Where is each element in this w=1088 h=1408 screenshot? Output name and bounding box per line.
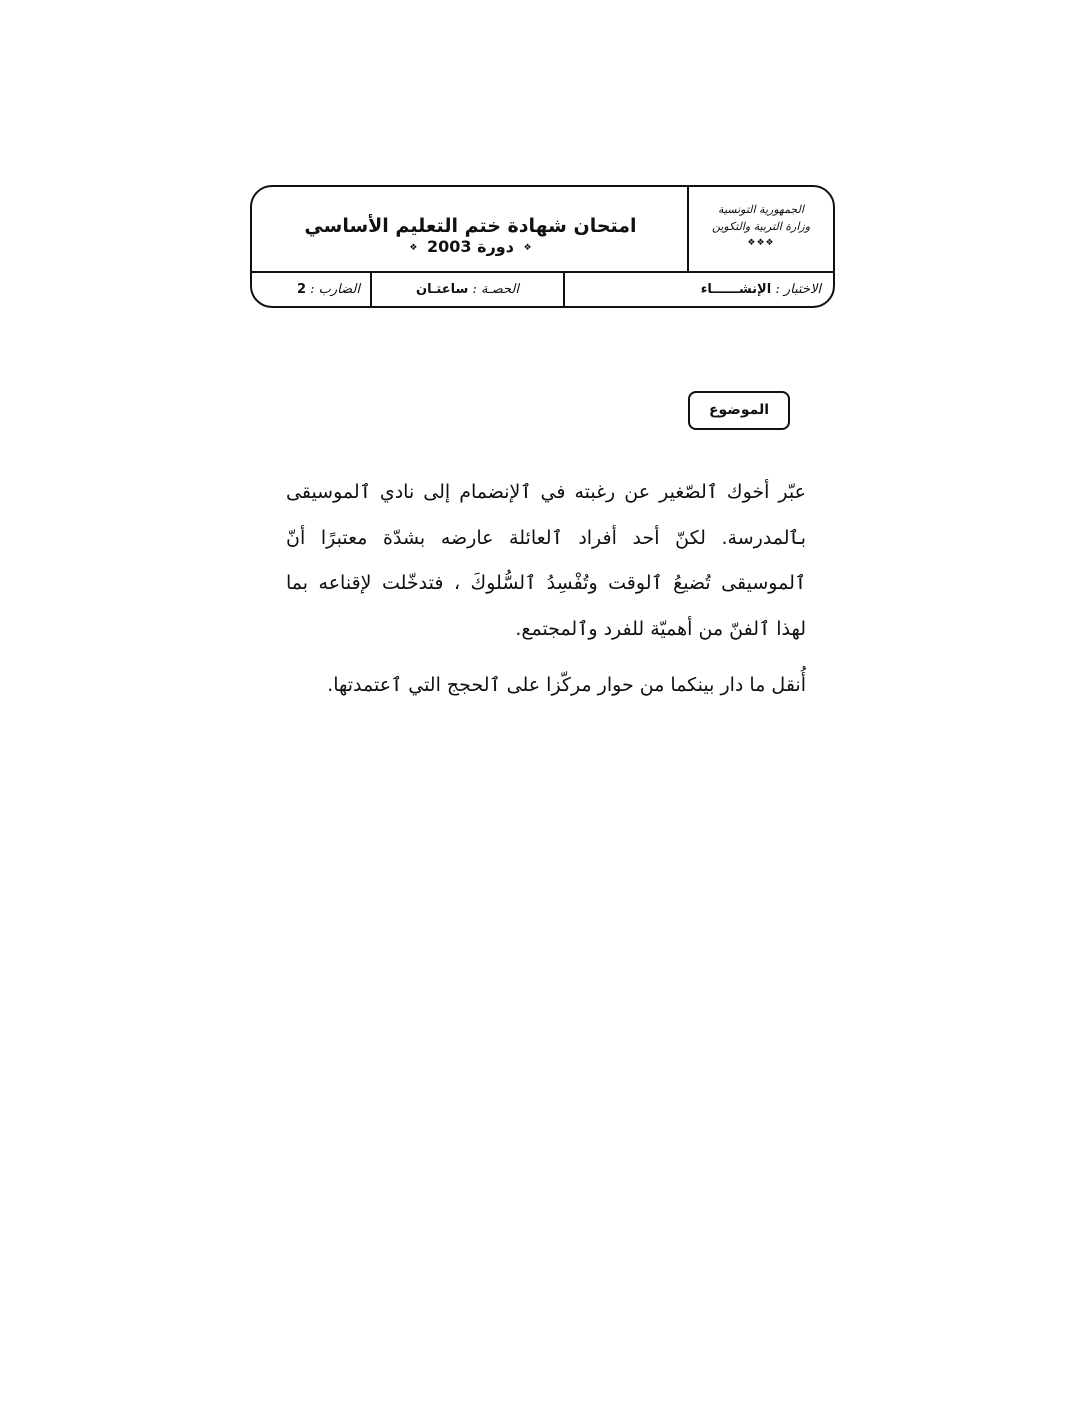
- duration-cell: [370, 273, 563, 308]
- subject-label: الاختبار :: [775, 282, 821, 297]
- ornament-icon: ❖❖❖: [747, 238, 775, 248]
- header-top-row: [252, 187, 833, 273]
- duration-label: الحصـة :: [472, 282, 519, 297]
- diamond-icon: ❖: [409, 242, 418, 253]
- coefficient-label: الضارب :: [310, 282, 360, 297]
- header-info-row: [252, 273, 833, 308]
- exam-title: امتحان شهادة ختم التعليم الأساسي: [304, 215, 637, 237]
- exam-title-block: [252, 187, 689, 271]
- coefficient-value: 2: [296, 282, 307, 297]
- coefficient-cell: [252, 273, 370, 308]
- ministry-name: وزارة التربية والتكوين: [711, 220, 811, 233]
- diamond-icon: ❖: [523, 242, 532, 253]
- ministry-block: [687, 187, 833, 271]
- topic-instruction: أُنقل ما دار بينكما من حوار مركّزا على ٱلحجج التي ٱعتمدتها.: [327, 674, 806, 696]
- topic-title-badge: الموضوع: [688, 391, 790, 430]
- republic-name: الجمهورية التونسية: [718, 203, 804, 216]
- topic-paragraph: عبّر أخوك ٱلصّغير عن رغبته في ٱلإنضمام إلى نادي ٱلموسيقى بٱلمدرسة. لكنّ أحد أفراد ٱلعائلة عارضه بشدّة معتبرًا أنّ ٱلموسيقى تُضيعُ ٱلوقت وتُفْسِدُ ٱلسُّلوكَ ، فتدخّلت لإقناعه بما لهذا ٱلفنّ من أهميّة للفرد وٱلمجتمع.: [286, 481, 806, 640]
- exam-session: [252, 237, 689, 258]
- session-label: دورة 2003: [427, 237, 514, 256]
- subject-value: الإنشــــــاء: [700, 282, 772, 297]
- subject-cell: [563, 273, 833, 308]
- exam-header: [250, 185, 835, 308]
- duration-value: ساعتـان: [416, 282, 469, 297]
